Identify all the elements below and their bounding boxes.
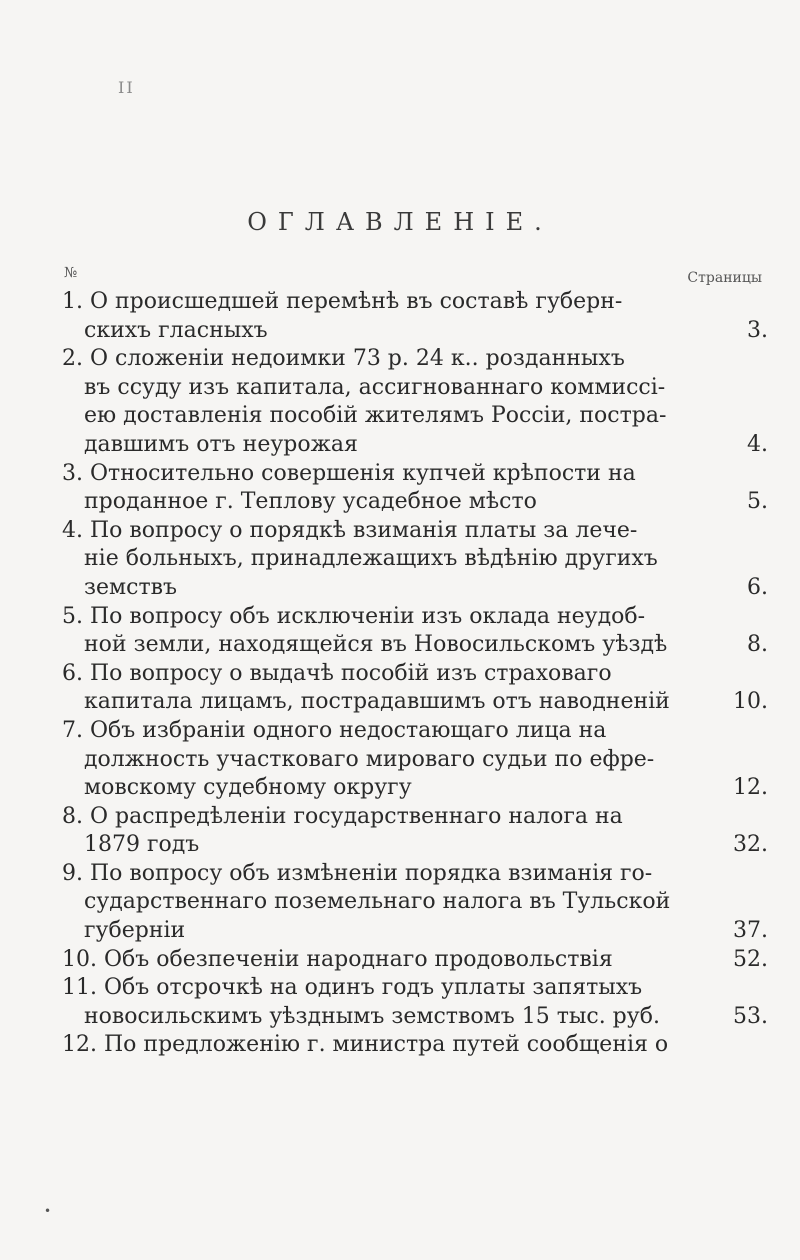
toc-entry-text-line: въ ссуду изъ капитала, ассигнованнаго коммиссі-	[84, 374, 666, 400]
toc-entry-text-line: 6. По вопросу о выдачѣ пособій изъ страховаго	[62, 660, 612, 686]
toc-entry-text-line: губерніи	[84, 918, 186, 944]
toc-entry-text-line: ніе больныхъ, принадлежащихъ вѣдѣнію другихъ	[84, 546, 658, 572]
toc-entry-page-number: 53.	[733, 1003, 768, 1029]
toc-entry-text-line: капитала лицамъ, пострадавшимъ отъ наводненій	[84, 689, 670, 715]
toc-entry-text-line: проданное г. Теплову усадебное мѣсто	[84, 489, 537, 515]
toc-entry-page-number: 4.	[747, 431, 768, 457]
toc-entry-page-number: 52.	[733, 946, 768, 972]
page-title: ОГЛАВЛЕНІЕ.	[247, 208, 553, 236]
pages-column-label: Страницы	[687, 270, 762, 286]
toc-entry	[62, 660, 768, 717]
toc-entry-text-line: 4. По вопросу о порядкѣ взиманія платы за лече-	[62, 517, 638, 543]
toc-entry-text-line: 2. О сложеніи недоимки 73 р. 24 к.. розданныхъ	[62, 346, 625, 372]
toc-entry-page-number: 12.	[733, 775, 768, 801]
toc-entry	[62, 803, 768, 860]
toc-entry-page-number: 5.	[747, 489, 768, 515]
toc-entry	[62, 517, 768, 603]
toc-entry-text-line: 1879 годъ	[84, 832, 200, 858]
toc-entry-text-line: мовскому судебному округу	[84, 775, 412, 801]
toc-entry-page-number: 10.	[733, 689, 768, 715]
toc-entry-text-line: новосильскимъ уѣзднымъ земствомъ 15 тыс. руб.	[84, 1003, 660, 1029]
toc-entry-text-line: 12. По предложенію г. министра путей сообщенія о	[62, 1032, 669, 1058]
toc-entry-page-number: 8.	[747, 632, 768, 658]
toc-entry-text-line: 11. Объ отсрочкѣ на одинъ годъ уплаты запятыхъ	[62, 975, 643, 1001]
toc-entry-text-line: ею доставленія пособій жителямъ Россіи, постра-	[84, 403, 667, 429]
page-roman-numeral: II	[118, 78, 135, 97]
toc-entry-page-number: 32.	[733, 832, 768, 858]
toc-entry-text-line: ной земли, находящейся въ Новосильскомъ уѣздѣ	[84, 632, 668, 658]
margin-mark: •	[44, 1204, 52, 1218]
toc-entry-text-line: скихъ гласныхъ	[84, 317, 268, 343]
toc-entry	[62, 1031, 744, 1060]
toc-entry	[62, 345, 768, 459]
toc-entry-page-number: 6.	[747, 574, 768, 600]
number-column-label: №	[64, 265, 78, 281]
toc-entry	[62, 460, 768, 517]
toc-entry-text-line: земствъ	[84, 574, 178, 600]
toc-entry-text-line: 1. О происшедшей перемѣнѣ въ составѣ губерн-	[62, 289, 623, 314]
toc-entry-text-line: должность участковаго мироваго судьи по ефре-	[84, 746, 655, 772]
table-of-contents	[62, 288, 768, 1060]
toc-entry-page-number: 37.	[733, 918, 768, 944]
toc-entry	[62, 717, 768, 803]
toc-entry-page-number: 3.	[747, 317, 768, 343]
toc-entry-text-line: 10. Объ обезпеченіи народнаго продовольствія	[62, 946, 613, 972]
toc-entry-text-line: 3. Относительно совершенія купчей крѣпости на	[62, 460, 636, 486]
toc-entry	[62, 860, 768, 946]
toc-entry-text-line: сударственнаго поземельнаго налога въ Тульской	[84, 889, 671, 915]
toc-entry-text-line: давшимъ отъ неурожая	[84, 431, 358, 457]
toc-entry-text-line: 8. О распредѣленіи государственнаго налога на	[62, 803, 623, 829]
toc-entry	[62, 974, 768, 1031]
toc-entry	[62, 288, 768, 345]
toc-entry	[62, 603, 768, 660]
toc-entry-text-line: 7. Объ избраніи одного недостающаго лица на	[62, 717, 607, 743]
toc-entry-text-line: 5. По вопросу объ исключеніи изъ оклада неудоб-	[62, 603, 646, 629]
toc-entry-text-line: 9. По вопросу объ измѣненіи порядка взиманія го-	[62, 860, 653, 886]
toc-entry	[62, 946, 768, 975]
